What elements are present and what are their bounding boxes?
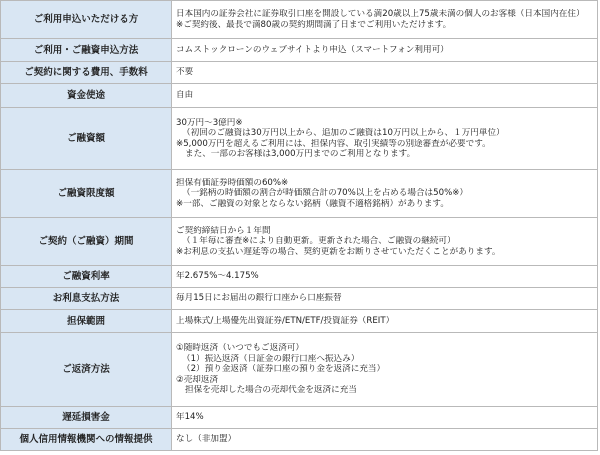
value-line: 上場株式/上場優先出資証券/ETN/ETF/投資証券（REIT） (176, 315, 395, 326)
table-row (1, 218, 598, 266)
table-row (1, 1, 598, 39)
value-line: （１年毎に審査※により自動更新。更新された場合、ご融資の継続可） (182, 236, 456, 247)
row-label: ご契約に関する費用、手数料 (1, 62, 172, 84)
value-line: ※5,000万円を超えるご利用には、担保内容、取引実績等の別途審査が必要です。 (176, 138, 491, 149)
table-row (1, 429, 598, 451)
row-label: 個人信用情報機関への情報提供 (1, 429, 172, 451)
table-row (1, 39, 598, 62)
row-label: ご融資額 (1, 108, 172, 170)
row-label: お利息支払方法 (1, 288, 172, 310)
value-line: 担保有価証券時価額の60%※ (176, 177, 289, 188)
row-label: ご融資限度額 (1, 170, 172, 218)
row-label: 遅延損害金 (1, 407, 172, 429)
value-line: また、一部のお客様は3,000万円までのご利用となります。 (185, 149, 416, 159)
row-label: ご利用・ご融資申込方法 (1, 39, 172, 62)
table-row (1, 333, 598, 407)
row-value (172, 218, 598, 266)
value-line: ※ご契約後、最長で満80歳の契約期間満了日までご利用いただけます。 (176, 19, 452, 30)
table-row (1, 108, 598, 170)
row-label: 担保範囲 (1, 310, 172, 333)
row-value (172, 84, 598, 108)
value-line: 自由 (176, 90, 194, 101)
table-row (1, 288, 598, 310)
value-line: 毎月15日にお届出の銀行口座から口座振替 (176, 293, 342, 304)
row-value (172, 1, 598, 39)
row-value (172, 310, 598, 333)
row-value (172, 170, 598, 218)
table-row (1, 62, 598, 84)
row-value (172, 429, 598, 451)
row-value (172, 407, 598, 429)
table-row (1, 170, 598, 218)
value-line: （1）振込返済（日証金の銀行口座へ振込み） (182, 353, 360, 364)
value-line: 担保を売却した場合の売却代金を返済に充当 (185, 385, 357, 396)
row-label: ご利用申込いただける方 (1, 1, 172, 39)
value-line: （初回のご融資は30万円以上から、追加のご融資は10万円以上から、１万円単位） (182, 128, 505, 138)
row-value (172, 108, 598, 170)
row-value (172, 62, 598, 84)
value-line: 年2.675%～4.175% (176, 271, 259, 282)
value-line: ②売却返済 (176, 374, 219, 385)
row-value (172, 333, 598, 407)
table-row (1, 310, 598, 333)
value-line: ※お利息の支払い遅延等の場合、契約更新をお断りさせていただくことがあります。 (176, 246, 501, 257)
table-row (1, 266, 598, 288)
row-label: ご契約（ご融資）期間 (1, 218, 172, 266)
value-line: 30万円～3億円※ (176, 117, 243, 128)
row-label: 資金使途 (1, 84, 172, 108)
row-value (172, 288, 598, 310)
row-label: ご融資利率 (1, 266, 172, 288)
row-value (172, 39, 598, 62)
value-line: 日本国内の証券会社に証券取引口座を開設している満20歳以上75歳未満の個人のお客様（日本国内在住） (176, 9, 585, 19)
value-line: なし（非加盟） (176, 434, 237, 445)
value-line: （一銘柄の時価額の割合が時価額合計の70%以上を占める場合は50%※） (182, 188, 469, 199)
value-line: ①随時返済（いつでもご返済可） (176, 343, 305, 354)
value-line: （2）預り金返済（証券口座の預り金を返済に充当） (182, 364, 386, 375)
table-row (1, 407, 598, 429)
value-line: ご契約締結日から１年間 (176, 225, 271, 236)
value-line: 年14% (176, 412, 204, 423)
value-line: ※一部、ご融資の対象とならない銘柄（融資不適格銘柄）があります。 (176, 198, 449, 209)
value-line: コムストックローンのウェブサイトより申込（スマートフォン利用可） (176, 44, 449, 55)
table-row (1, 84, 598, 108)
row-value (172, 266, 598, 288)
value-line: 不要 (176, 67, 194, 78)
row-label: ご返済方法 (1, 333, 172, 407)
